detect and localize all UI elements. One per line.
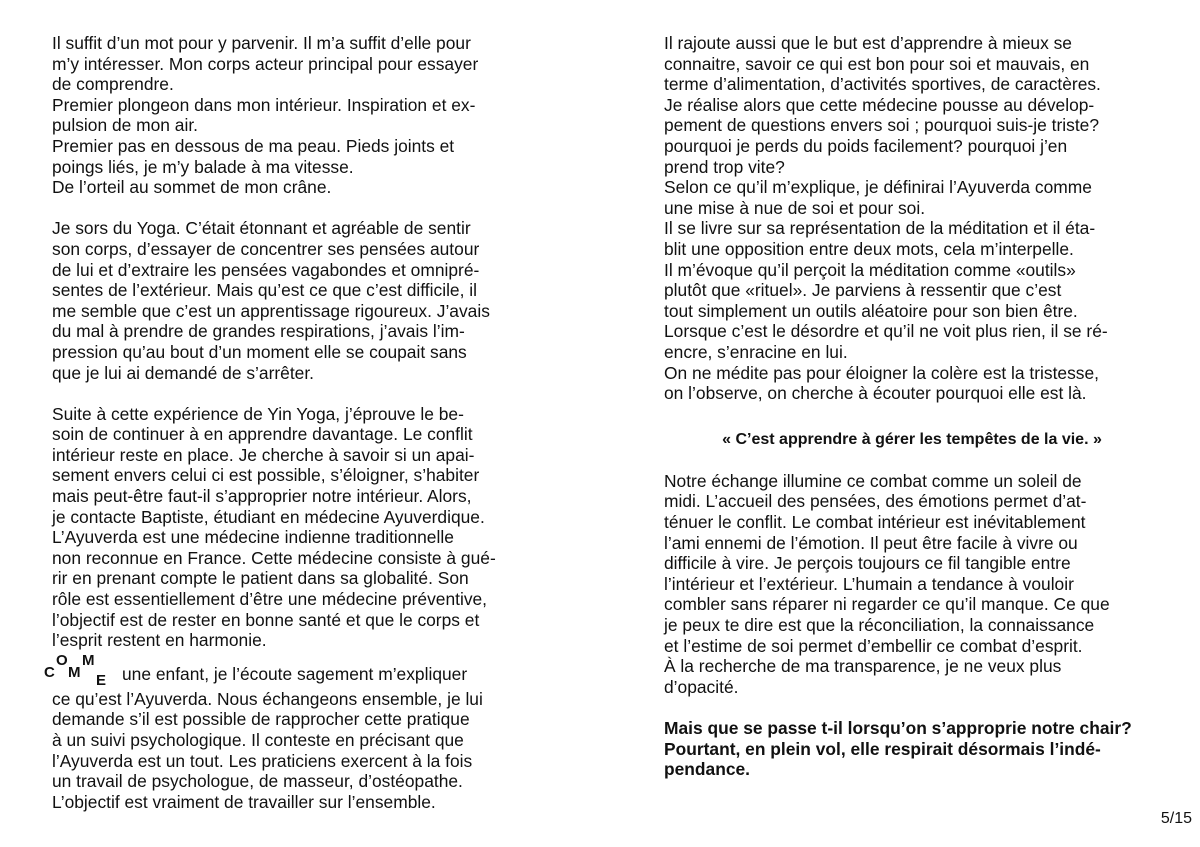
wave-letter: M <box>68 663 81 681</box>
text-line: Premier pas en dessous de ma peau. Pieds joints et <box>52 135 455 156</box>
text-line: sement envers celui ci est possible, s’éloigner, s’habiter <box>52 465 480 486</box>
text-line: du mal à prendre de grandes respirations, j’avais l’im- <box>52 321 465 342</box>
text-line: Pourtant, en plein vol, elle respirait désormais l’indé- <box>664 738 1101 759</box>
text-line: Suite à cette expérience de Yin Yoga, j’éprouve le be- <box>52 403 464 424</box>
text-line: je contacte Baptiste, étudiant en médecine Ayuverdique. <box>52 506 485 527</box>
text-line: Notre échange illumine ce combat comme un soleil de <box>664 470 1082 491</box>
text-line: rôle est essentiellement d’être une médecine préventive, <box>52 589 488 610</box>
wave-letter: C <box>44 663 55 681</box>
text-line: blit une opposition entre deux mots, cela m’interpelle. <box>664 238 1074 259</box>
wave-letter: O <box>56 651 68 669</box>
text-line: l’objectif est de rester en bonne santé et que le corps et <box>52 609 480 630</box>
text-line: encre, s’enracine en lui. <box>664 341 848 362</box>
text-line: pendance. <box>664 759 751 780</box>
text-line: pourquoi je perds du poids facilement? pourquoi j’en <box>664 135 1068 156</box>
paragraph <box>52 33 542 198</box>
text-line: terme d’alimentation, d’activités sportives, de caractères. <box>664 74 1101 95</box>
text-line: connaitre, savoir ce qui est bon pour soi et mauvais, en <box>664 53 1090 74</box>
text-line: pement de questions envers soi ; pourquoi suis-je triste? <box>664 115 1100 136</box>
text-line: demande s’il est possible de rapprocher cette pratique <box>52 709 470 730</box>
text-line: rir en prenant compte le patient dans sa globalité. Son <box>52 568 469 589</box>
text-line: une mise à nue de soi et pour soi. <box>664 197 926 218</box>
text-line: de comprendre. <box>52 74 174 95</box>
right-column <box>664 33 1160 780</box>
text-line: Il m’évoque qu’il perçoit la méditation comme «outils» <box>664 259 1076 280</box>
text-line: tout simplement un outils aléatoire pour son bien être. <box>664 300 1078 321</box>
paragraph <box>52 404 542 651</box>
text-line: l’esprit restent en harmonie. <box>52 630 267 651</box>
text-line: un travail de psychologue, de masseur, d’ostéopathe. <box>52 771 463 792</box>
text-line: Lorsque c’est le désordre et qu’il ne voit plus rien, il se ré- <box>664 321 1108 342</box>
text-line: L’Ayuverda est une médecine indienne traditionnelle <box>52 527 454 548</box>
text-line: combler sans réparer ni regarder ce qu’il manque. Ce que <box>664 594 1110 615</box>
text-line: on l’observe, on cherche à écouter pourquoi elle est là. <box>664 383 1087 404</box>
text-line: poings liés, je m’y balade à ma vitesse. <box>52 156 354 177</box>
text-line: midi. L’accueil des pensées, des émotions permet d’at- <box>664 491 1087 512</box>
text-line: sentes de l’extérieur. Mais qu’est ce que c’est difficile, il <box>52 280 477 301</box>
text-line: Il rajoute aussi que le but est d’apprendre à mieux se <box>664 33 1072 53</box>
left-column <box>44 33 542 812</box>
text-line: Mais que se passe t-il lorsqu’on s’approprie notre chair? <box>664 718 1132 738</box>
wave-text: une enfant, je l’écoute sagement m’expliquer <box>122 663 468 684</box>
text-line: de lui et d’extraire les pensées vagabondes et omnipré- <box>52 259 480 280</box>
text-line: intérieur reste en place. Je cherche à savoir si un apai- <box>52 444 475 465</box>
text-line: l’intérieur et l’extérieur. L’humain a tendance à vouloir <box>664 573 1074 594</box>
text-line: difficile à vire. Je perçois toujours ce fil tangible entre <box>664 553 1071 574</box>
closing-question <box>664 718 1160 780</box>
text-line: À la recherche de ma transparence, je ne veux plus <box>664 656 1062 677</box>
text-line: que je lui ai demandé de s’arrêter. <box>52 362 314 383</box>
text-line: soin de continuer à en apprendre davantage. Le conflit <box>52 424 473 445</box>
paragraph <box>664 471 1160 698</box>
text-line: me semble que c’est un apprentissage rigoureux. J’avais <box>52 300 490 321</box>
text-line: pression qu’au bout d’un moment elle se coupait sans <box>52 341 467 362</box>
paragraph <box>664 33 1160 404</box>
text-line: et l’estime de soi permet d’embellir ce combat d’esprit. <box>664 635 1083 656</box>
text-line: Il suffit d’un mot pour y parvenir. Il m’a suffit d’elle pour <box>52 33 471 53</box>
text-line: Je sors du Yoga. C’était étonnant et agréable de sentir <box>52 218 471 239</box>
text-line: Il se livre sur sa représentation de la méditation et il éta- <box>664 218 1096 239</box>
text-line: m’y intéresser. Mon corps acteur principal pour essayer <box>52 53 479 74</box>
text-line: pulsion de mon air. <box>52 115 198 136</box>
text-line: prend trop vite? <box>664 156 785 177</box>
text-line: ce qu’est l’Ayuverda. Nous échangeons ensemble, je lui <box>52 688 483 709</box>
wave-letter: E <box>96 671 107 689</box>
text-line: l’Ayuverda est un tout. Les praticiens exercent à la fois <box>52 750 473 771</box>
wave-word <box>44 651 134 692</box>
text-line: ténuer le conflit. Le combat intérieur est inévitablement <box>664 512 1086 533</box>
page-number: 5/15 <box>1160 810 1192 827</box>
wave-letter: M <box>82 651 95 669</box>
text-line: mais peut-être faut-il s’approprier notre intérieur. Alors, <box>52 486 472 507</box>
text-line: Selon ce qu’il m’explique, je définirai l’Ayuverda comme <box>664 177 1092 198</box>
text-line: d’opacité. <box>664 676 739 697</box>
paragraph <box>52 218 542 383</box>
text-line: On ne médite pas pour éloigner la colère est la tristesse, <box>664 362 1099 383</box>
text-line: De l’orteil au sommet de mon crâne. <box>52 177 332 198</box>
text-line: Premier plongeon dans mon intérieur. Inspiration et ex- <box>52 94 476 115</box>
text-line: plutôt que «rituel». Je parviens à ressentir que c’est <box>664 280 1062 301</box>
text-line: Je réalise alors que cette médecine pousse au dévelop- <box>664 94 1095 115</box>
text-line: je peux te dire est que la réconciliation, la connaissance <box>664 615 1095 636</box>
paragraph <box>52 689 542 813</box>
text-line: l’ami ennemi de l’émotion. Il peut être facile à vivre ou <box>664 532 1078 553</box>
wave-heading <box>44 651 542 692</box>
text-line: son corps, d’essayer de concentrer ses pensées autour <box>52 238 480 259</box>
text-line: à un suivi psychologique. Il conteste en précisant que <box>52 730 464 750</box>
text-line: L’objectif est vraiment de travailler sur l’ensemble. <box>52 791 436 812</box>
text-line: non reconnue en France. Cette médecine consiste à gué- <box>52 547 496 568</box>
pull-quote: « C’est apprendre à gérer les tempêtes de la vie. » <box>722 431 1102 449</box>
